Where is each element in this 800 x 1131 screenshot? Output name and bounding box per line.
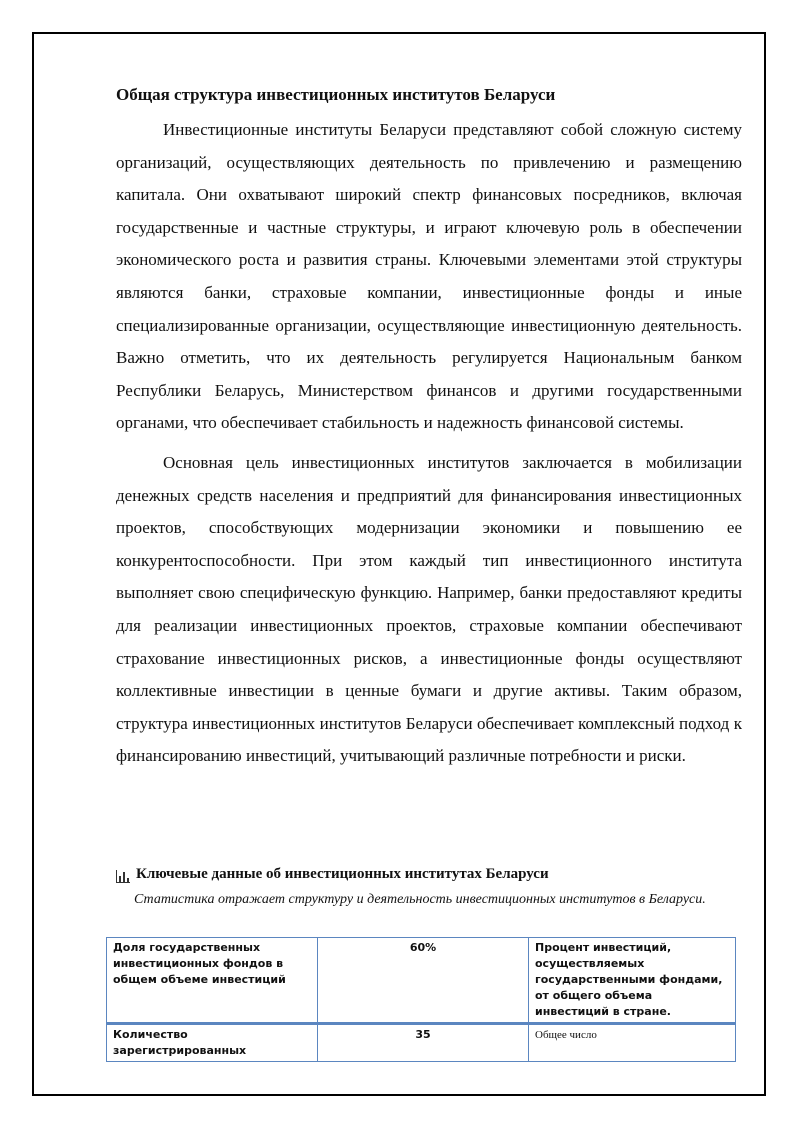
table-row — [107, 1024, 736, 1062]
row-value: 60% — [318, 938, 529, 1024]
row-label: Количество зарегистрированных — [107, 1024, 318, 1062]
key-data-table — [106, 937, 736, 1062]
section-title: Ключевые данные об инвестиционных институтах Беларуси — [136, 866, 549, 882]
row-description: Общее число — [529, 1024, 736, 1062]
paragraph-2: Основная цель инвестиционных институтов заключается в мобилизации денежных средств населения и предприятий для финансирования инвестиционных проектов, способствующих модернизации экономики и повышению ее конкурентоспособности. При этом каждый тип инвестиционного института выполняет свою специфическую функцию. Например, банки предоставляют кредиты для реализации инвестиционных проектов, страховые компании обеспечивают страхование инвестиционных рисков, а инвестиционные фонды осуществляют коллективные инвестиции в ценные бумаги и другие активы. Таким образом, структура инвестиционных институтов Беларуси обеспечивает комплексный подход к финансированию инвестиций, учитывающий различные потребности и риски. — [116, 452, 742, 766]
row-value: 35 — [318, 1024, 529, 1062]
document-body — [116, 84, 742, 780]
table-row — [107, 938, 736, 1024]
section-caption: Статистика отражает структуру и деятельность инвестиционных институтов в Беларуси. — [134, 892, 706, 907]
section-title-row — [116, 863, 742, 885]
paragraph-1: Инвестиционные институты Беларуси представляют собой сложную систему организаций, осуществляющих деятельность по привлечению и размещению капитала. Они охватывают широкий спектр финансовых посредников, включая государственные и частные структуры, и играют ключевую роль в обеспечении экономического роста и развития страны. Ключевыми элементами этой структуры являются банки, страховые компании, инвестиционные фонды и иные специализированные организации, осуществляющие инвестиционную деятельность. Важно отметить, что их деятельность регулируется Национальным банком Республики Беларусь, Министерством финансов и другими государственными органами, что обеспечивает стабильность и надежность финансовой системы. — [116, 120, 742, 433]
key-data-section — [116, 863, 742, 909]
row-description: Процент инвестиций, осуществляемых государственными фондами, от общего объема инвестиций в стране. — [529, 938, 736, 1024]
row-label: Доля государственных инвестиционных фондов в общем объеме инвестиций — [107, 938, 318, 1024]
bar-chart-icon — [116, 868, 130, 881]
page-title: Общая структура инвестиционных институтов Беларуси — [116, 85, 556, 104]
